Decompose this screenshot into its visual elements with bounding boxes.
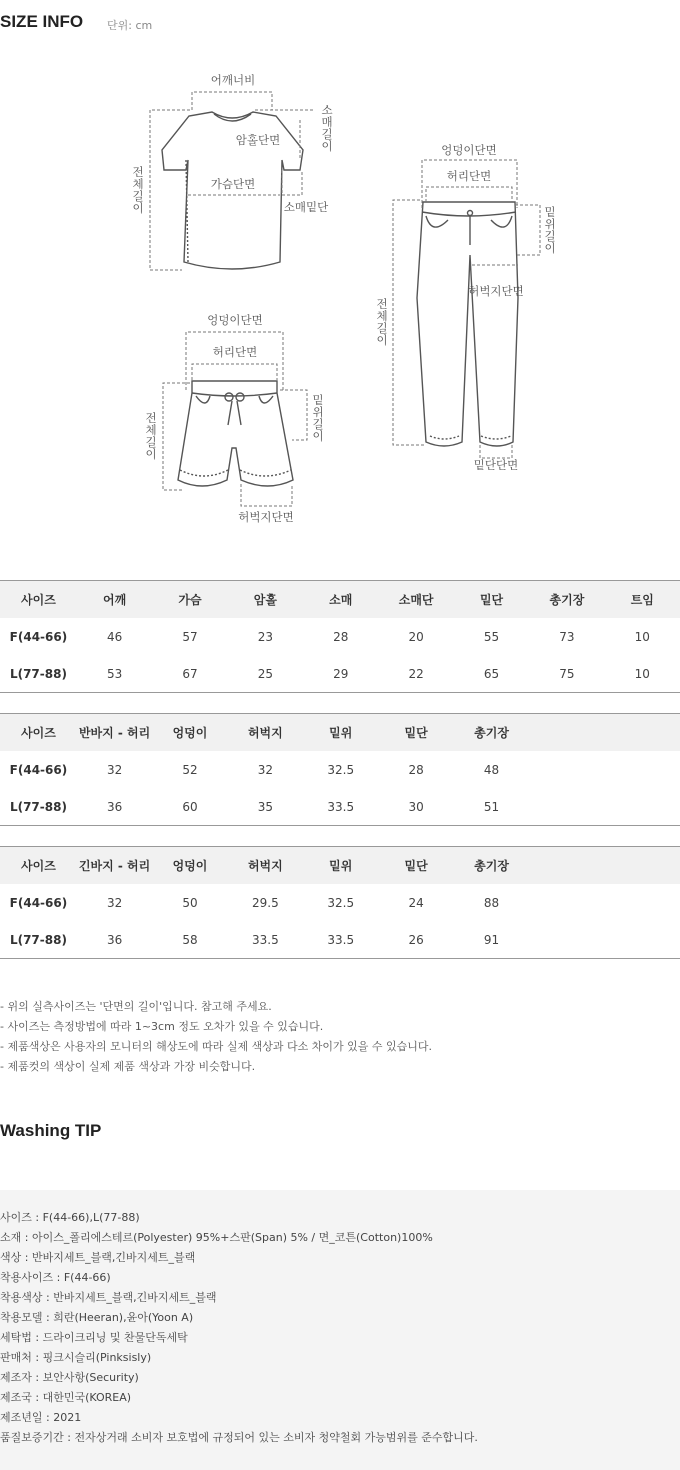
- header-cell: 밑위: [329, 726, 353, 740]
- svg-text:체: 체: [376, 309, 388, 323]
- table-cell: 32.5: [327, 762, 355, 777]
- note-line: - 제품컷의 색상이 실제 제품 색상과 가장 비슷합니다.: [0, 1060, 256, 1073]
- header-cell: 엉덩이: [172, 726, 208, 740]
- measurement-notes: [0, 997, 432, 1077]
- table-cell: 25: [257, 666, 273, 681]
- note-line: - 사이즈는 측정방법에 따라 1~3cm 정도 오차가 있을 수 있습니다.: [0, 1020, 324, 1033]
- header-cell: 트임: [630, 593, 654, 607]
- label-chest: 가슴단면: [210, 177, 256, 191]
- svg-text:길: 길: [321, 127, 333, 141]
- header-cell: 소매단: [398, 593, 434, 607]
- header-cell: 밑위: [329, 859, 353, 873]
- label-shorts-rise-vertical: [312, 393, 323, 443]
- info-line: 색상 : 반바지세트_블랙,긴바지세트_블랙: [0, 1251, 196, 1264]
- table-cell: 48: [483, 762, 500, 777]
- table-cell: 36: [106, 932, 123, 947]
- table-cell: 50: [182, 895, 198, 910]
- table-cell: 28: [408, 762, 424, 777]
- table-cell: 23: [257, 629, 273, 644]
- label-armhole: 암홀단면: [235, 133, 281, 147]
- table-cell: L(77-88): [9, 799, 67, 814]
- header-cell: 허벅지: [247, 726, 283, 740]
- table-cell: 35: [257, 799, 273, 814]
- table-cell: 32: [106, 895, 123, 910]
- svg-text:매: 매: [321, 115, 333, 129]
- header-cell: 사이즈: [21, 859, 56, 873]
- shorts-illustration: [178, 381, 293, 486]
- header-cell: 암홀: [253, 593, 277, 607]
- size-table-top: [0, 580, 680, 693]
- label-pants-waist: 허리단면: [446, 169, 492, 183]
- table-cell: 28: [333, 629, 349, 644]
- table-cell: 33.5: [252, 932, 279, 947]
- info-line: 제조자 : 보안사항(Security): [0, 1371, 139, 1384]
- table-cell: F(44-66): [9, 762, 68, 777]
- info-line: 소재 : 아이스_폴리에스테르(Polyester) 95%+스판(Span) 5% / 면_코튼(Cotton)100%: [0, 1231, 433, 1244]
- table-cell: 10: [634, 629, 650, 644]
- svg-text:체: 체: [132, 177, 144, 191]
- svg-text:밑: 밑: [544, 205, 556, 219]
- unit-label: 단위: cm: [107, 19, 153, 32]
- svg-text:이: 이: [376, 333, 388, 347]
- header-cell: 가슴: [178, 593, 202, 607]
- info-line: 착용색상 : 반바지세트_블랙,긴바지세트_블랙: [0, 1291, 217, 1304]
- product-info-box: [0, 1190, 680, 1470]
- table-cell: L(77-88): [9, 932, 67, 947]
- table-row: [0, 788, 680, 825]
- svg-text:길: 길: [312, 417, 324, 431]
- svg-text:길: 길: [544, 229, 556, 243]
- header-cell: 밑단: [404, 726, 428, 740]
- info-line: 착용사이즈 : F(44-66): [0, 1271, 111, 1284]
- svg-text:전: 전: [145, 411, 157, 425]
- size-diagram: [0, 60, 680, 540]
- label-pants-rise-vertical: [544, 205, 555, 255]
- label-shorts-total-vertical: [145, 411, 156, 461]
- label-sleeve-hem: 소매밑단: [283, 200, 329, 214]
- label-total-vertical: [132, 165, 143, 215]
- header-cell: 밑단: [404, 859, 428, 873]
- header-cell: 엉덩이: [172, 859, 208, 873]
- header-cell: 총기장: [549, 593, 585, 607]
- table-cell: 51: [483, 799, 500, 814]
- svg-text:이: 이: [544, 241, 556, 255]
- table-cell: F(44-66): [9, 629, 68, 644]
- table-cell: 46: [106, 629, 123, 644]
- table-cell: 91: [483, 932, 500, 947]
- pants-illustration: [417, 202, 518, 446]
- table-cell: 32.5: [327, 895, 355, 910]
- table-row: [0, 618, 680, 655]
- svg-text:길: 길: [132, 189, 144, 203]
- label-shorts-hip: 엉덩이단면: [207, 313, 263, 327]
- info-line: 판매처 : 핑크시슬리(Pinksisly): [0, 1351, 152, 1364]
- label-pants-hip: 엉덩이단면: [441, 143, 497, 157]
- svg-text:길: 길: [376, 321, 388, 335]
- info-line: 제조년일 : 2021: [0, 1411, 82, 1424]
- table-cell: 55: [483, 629, 500, 644]
- table-row: [0, 884, 680, 921]
- table-row: [0, 655, 680, 692]
- size-info-title: SIZE INFO: [0, 12, 84, 31]
- label-pants-thigh: 허벅지단면: [468, 284, 524, 298]
- svg-text:길: 길: [145, 435, 157, 449]
- header-cell: 소매: [329, 593, 353, 607]
- table-cell: 75: [559, 666, 575, 681]
- header-cell: 허벅지: [247, 859, 283, 873]
- table-row: [0, 921, 680, 958]
- header-cell: 총기장: [474, 859, 509, 873]
- label-sleeve-vertical: [321, 103, 332, 153]
- label-shorts-thigh: 허벅지단면: [238, 510, 294, 524]
- info-line: 사이즈 : F(44-66),L(77-88): [0, 1211, 140, 1224]
- table-cell: 26: [408, 932, 424, 947]
- info-line: 세탁법 : 드라이크리닝 및 찬물단독세탁: [0, 1331, 188, 1344]
- svg-text:이: 이: [145, 447, 157, 461]
- svg-text:위: 위: [544, 217, 556, 231]
- table-cell: F(44-66): [9, 895, 68, 910]
- table-cell: 88: [483, 895, 500, 910]
- label-shorts-waist: 허리단면: [212, 345, 258, 359]
- header-cell: 긴바지 - 허리: [78, 859, 151, 873]
- table-cell: 20: [408, 629, 424, 644]
- table-cell: 29: [333, 666, 349, 681]
- info-line: 제조국 : 대한민국(KOREA): [0, 1391, 132, 1404]
- table-header-row: [0, 847, 680, 884]
- table-cell: 33.5: [327, 932, 355, 947]
- table-cell: 29.5: [252, 895, 279, 910]
- header-cell: 반바지 - 허리: [78, 726, 151, 740]
- table-cell: 32: [257, 762, 273, 777]
- table-cell: 22: [408, 666, 424, 681]
- size-table-shorts: [0, 713, 680, 826]
- header-cell: 총기장: [474, 726, 509, 740]
- label-pants-total-vertical: [376, 297, 387, 347]
- label-shoulder: 어깨너비: [210, 73, 256, 87]
- table-cell: 65: [483, 666, 500, 681]
- note-line: - 위의 실측사이즈는 '단면의 길이'입니다. 참고해 주세요.: [0, 1000, 272, 1013]
- table-cell: 52: [182, 762, 198, 777]
- table-header-row: [0, 714, 680, 751]
- table-cell: 24: [408, 895, 424, 910]
- table-cell: 60: [182, 799, 198, 814]
- svg-text:밑: 밑: [312, 393, 324, 407]
- table-header-row: [0, 581, 680, 618]
- table-cell: 36: [106, 799, 123, 814]
- header-cell: 어깨: [102, 593, 127, 607]
- header-cell: 사이즈: [21, 593, 56, 607]
- info-line: 품질보증기간 : 전자상거래 소비자 보호법에 규정되어 있는 소비자 청약철회 가능범위를 준수합니다.: [0, 1431, 478, 1444]
- svg-text:전: 전: [376, 297, 388, 311]
- table-cell: 10: [634, 666, 650, 681]
- table-cell: L(77-88): [9, 666, 67, 681]
- washing-tip-title: Washing TIP: [0, 1121, 102, 1140]
- svg-text:소: 소: [321, 103, 333, 117]
- table-cell: 32: [106, 762, 123, 777]
- svg-text:이: 이: [312, 429, 324, 443]
- size-table-long-pants: [0, 846, 680, 959]
- table-cell: 67: [182, 666, 198, 681]
- note-line: - 제품색상은 사용자의 모니터의 해상도에 따라 실제 색상과 다소 차이가 있을 수 있습니다.: [0, 1040, 432, 1053]
- table-cell: 58: [182, 932, 198, 947]
- table-cell: 73: [559, 629, 575, 644]
- table-cell: 30: [408, 799, 424, 814]
- table-cell: 57: [182, 629, 198, 644]
- svg-text:이: 이: [321, 139, 333, 153]
- svg-text:전: 전: [132, 165, 144, 179]
- svg-text:위: 위: [312, 405, 324, 419]
- header-cell: 밑단: [479, 593, 504, 607]
- svg-text:이: 이: [132, 201, 144, 215]
- header-cell: 사이즈: [21, 726, 56, 740]
- table-cell: 53: [106, 666, 123, 681]
- table-cell: 33.5: [327, 799, 355, 814]
- info-line: 착용모델 : 희란(Heeran),윤아(Yoon A): [0, 1311, 194, 1324]
- svg-text:체: 체: [145, 423, 157, 437]
- label-pants-hem: 밑단단면: [473, 458, 519, 472]
- table-row: [0, 751, 680, 788]
